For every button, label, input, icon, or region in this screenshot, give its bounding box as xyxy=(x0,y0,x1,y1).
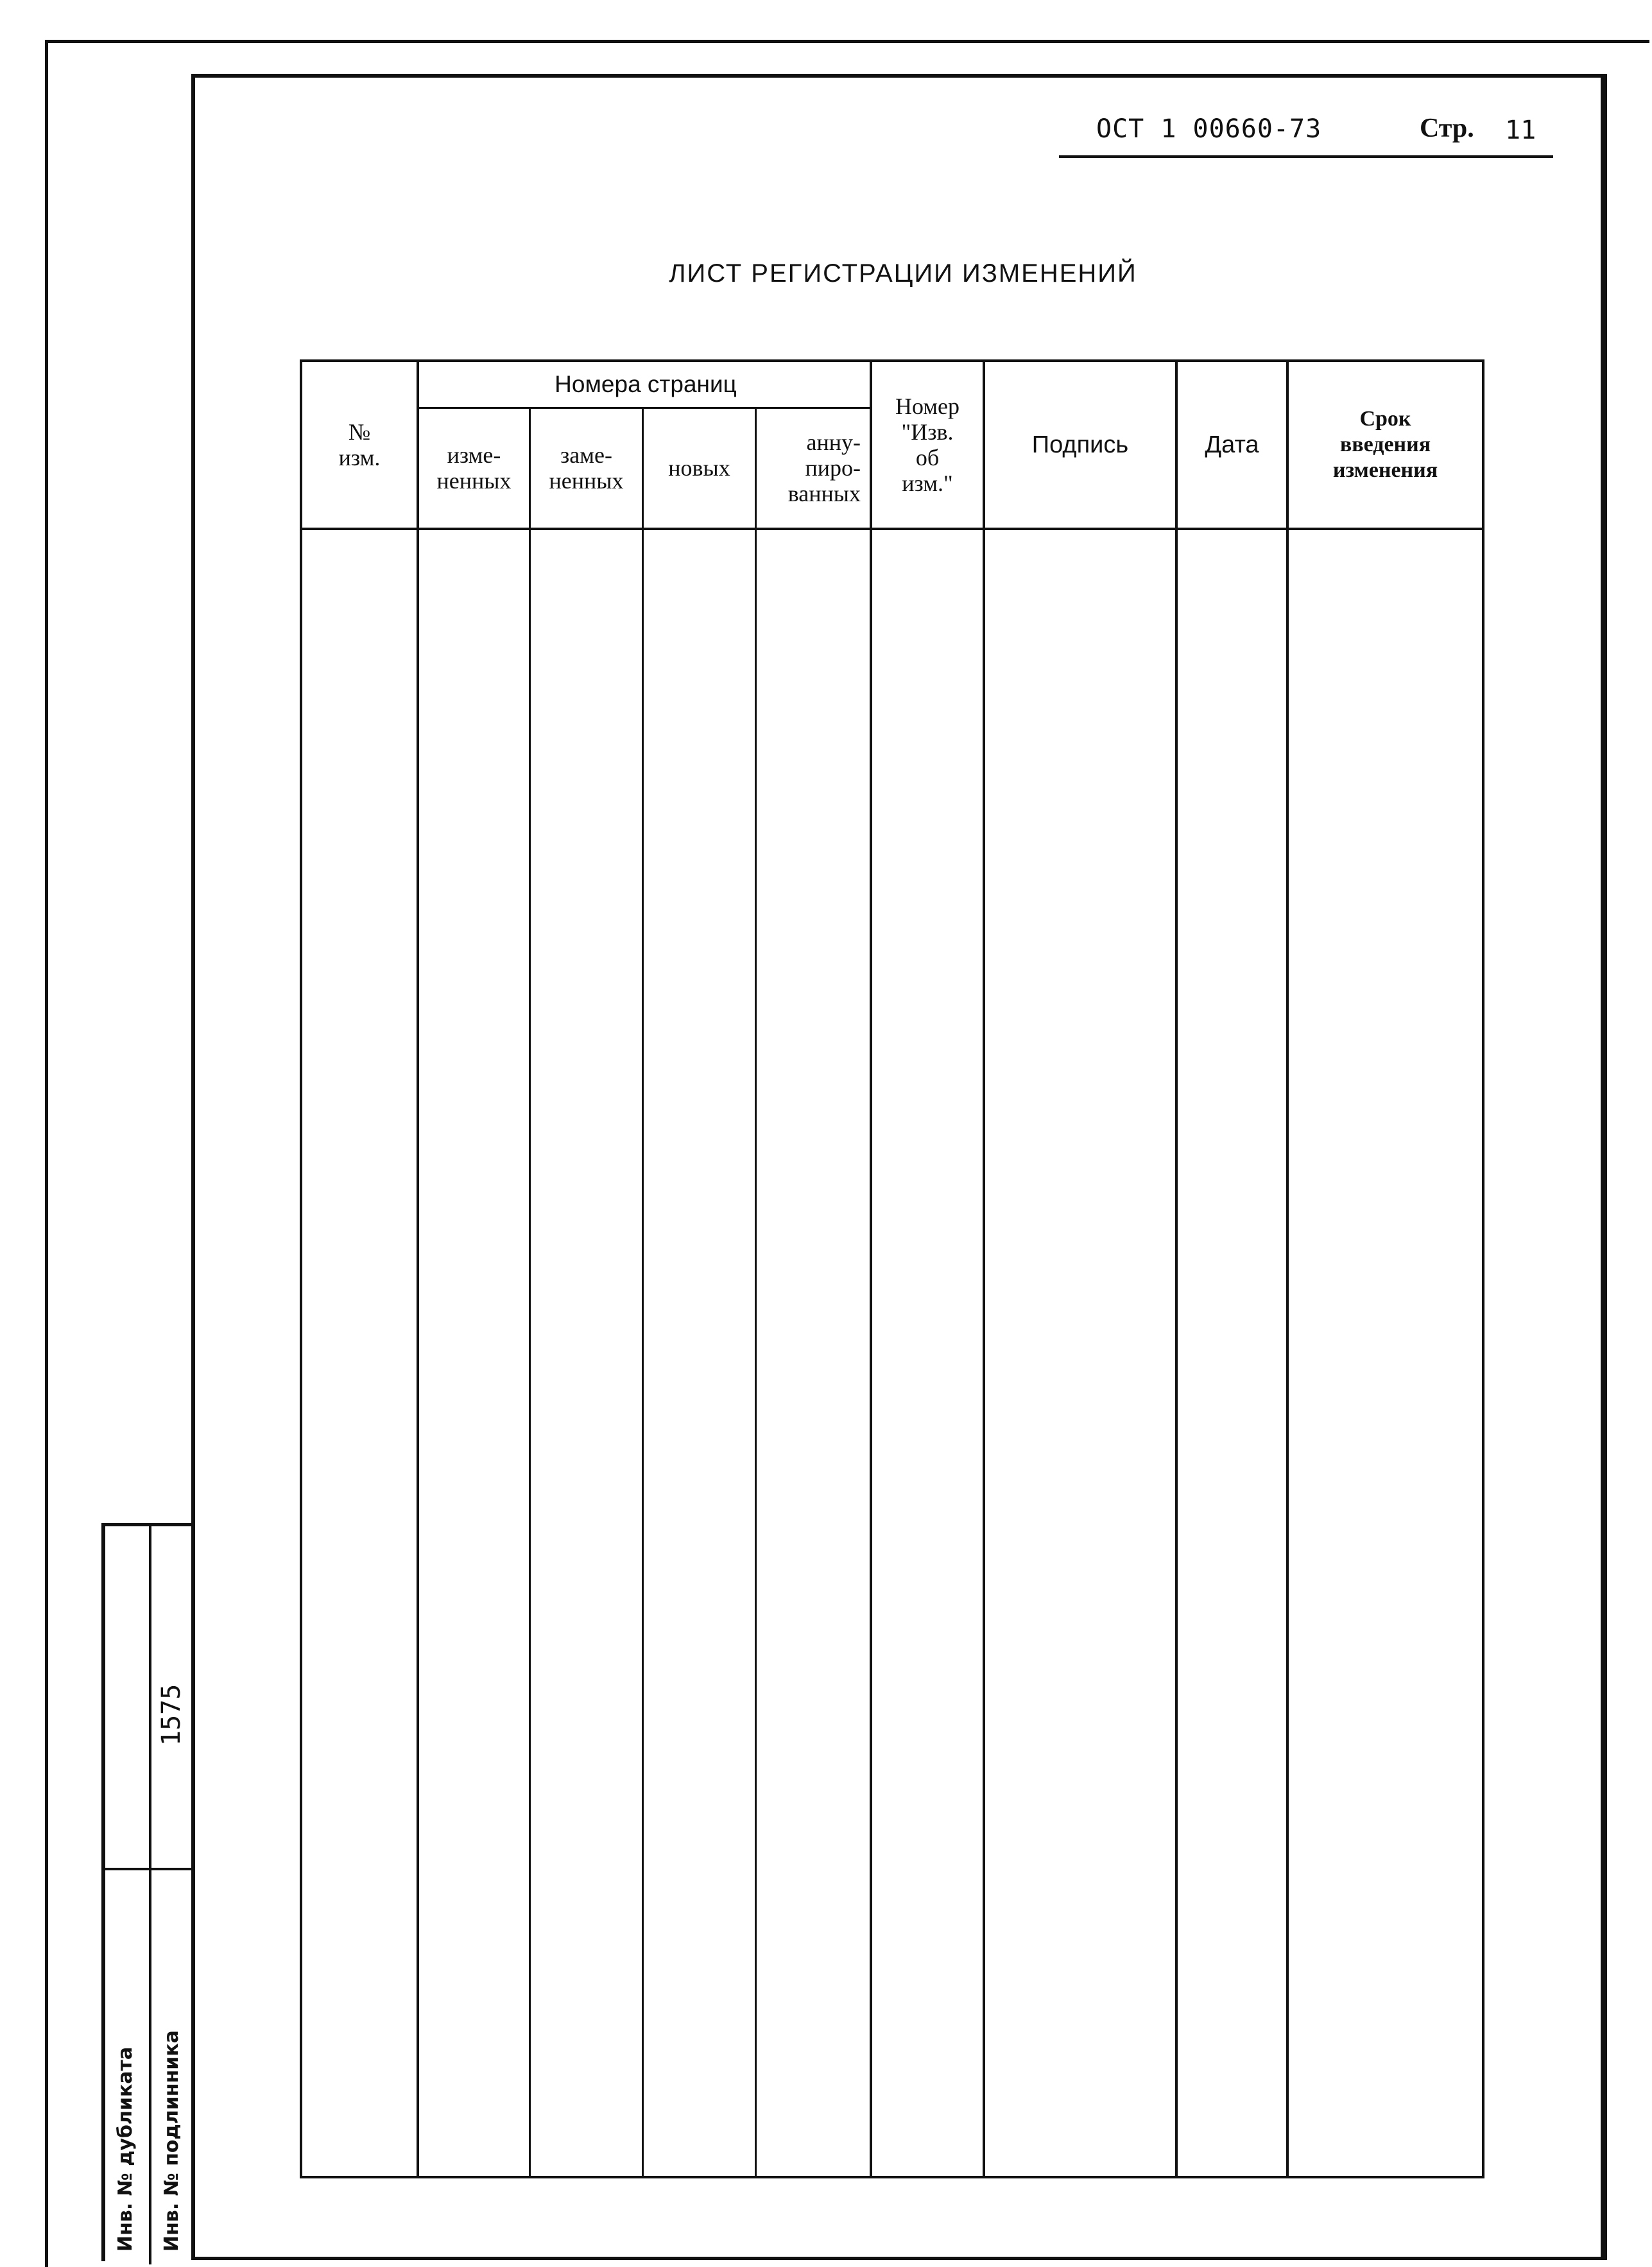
header-change-number: № изм. xyxy=(338,419,381,470)
table-header-divider xyxy=(302,528,1482,530)
inventory-stamp xyxy=(101,1523,191,2261)
header-signature: Подпись xyxy=(1031,431,1129,458)
page-frame-left xyxy=(45,40,48,2267)
stamp-col-divider xyxy=(149,1526,151,2264)
page-number: 11 xyxy=(1505,116,1536,145)
header-introduction-term: Срок введения изменения xyxy=(1332,407,1438,482)
header-annulled: анну- пиро- ванных xyxy=(787,429,861,506)
header-notice-number: Номер "Изв. об изм." xyxy=(895,393,960,496)
stamp-original-number: 1575 xyxy=(157,1684,186,1746)
header-underline xyxy=(1059,155,1553,158)
col-divider xyxy=(870,362,872,2176)
header-changed: изме- ненных xyxy=(436,442,512,494)
change-registration-table xyxy=(300,359,1484,2178)
stamp-duplicate-label: Инв. № дубликата xyxy=(114,2046,137,2252)
col-divider xyxy=(1286,362,1289,2176)
document-code: ОСТ 1 00660-73 xyxy=(1096,114,1322,144)
stamp-row-divider xyxy=(105,1868,195,1870)
header-date: Дата xyxy=(1205,431,1259,458)
col-divider xyxy=(1175,362,1178,2176)
col-divider xyxy=(529,408,531,2176)
header-replaced: заме- ненных xyxy=(549,442,624,494)
page-title: ЛИСТ РЕГИСТРАЦИИ ИЗМЕНЕНИЙ xyxy=(669,259,1137,288)
col-divider xyxy=(983,362,985,2176)
col-divider xyxy=(642,408,644,2176)
col-divider xyxy=(755,408,757,2176)
header-page-numbers: Номера страниц xyxy=(555,371,737,397)
page-frame-top xyxy=(45,40,1649,43)
col-divider xyxy=(417,362,419,2176)
stamp-original-label: Инв. № подлинника xyxy=(160,2030,183,2252)
page-label: Стр. xyxy=(1420,114,1474,143)
header-new: новых xyxy=(668,455,730,481)
